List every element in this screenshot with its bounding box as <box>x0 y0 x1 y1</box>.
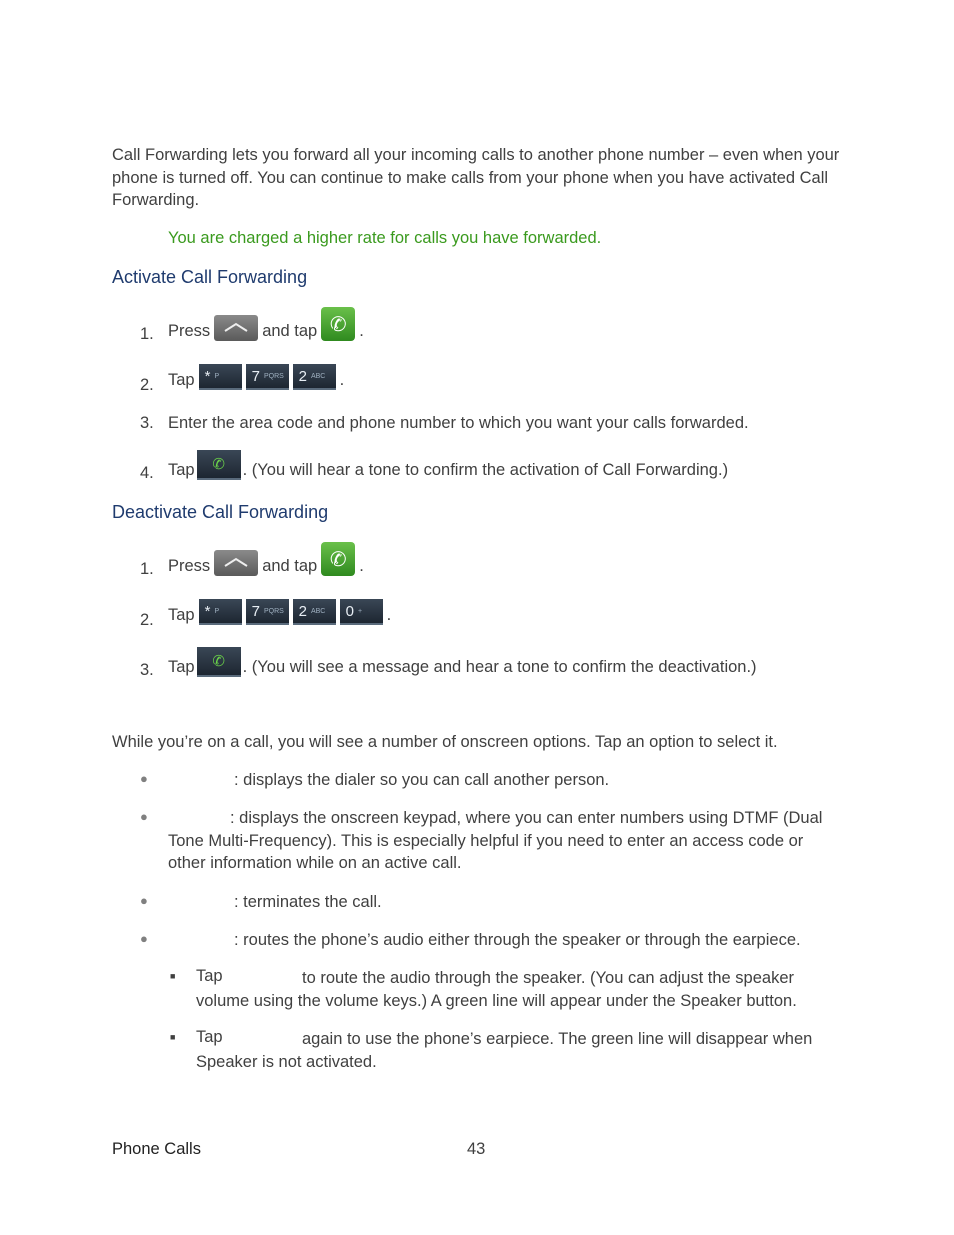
page-number: 43 <box>467 1140 486 1158</box>
cost-note: You are charged a higher rate for calls you have forwarded. <box>168 229 602 247</box>
star-key-icon: * P <box>199 364 242 390</box>
star-key-icon: * P <box>199 599 242 625</box>
phone-app-icon: ✆ <box>321 542 355 576</box>
call-key-icon: ✆ <box>197 647 241 677</box>
seven-key-icon: 7 PQRS <box>246 599 289 625</box>
bullet-icon: ● <box>140 931 148 946</box>
step-number: 2. <box>140 611 154 629</box>
bullet-icon: ● <box>140 809 148 824</box>
home-key-icon <box>214 315 258 341</box>
option-add-call: : displays the dialer so you can call another person. <box>234 771 610 789</box>
activate-step-4: Tap ✆ . (You will hear a tone to confirm the activation of Call Forwarding.) <box>168 450 728 480</box>
square-bullet-icon: ■ <box>170 1032 176 1042</box>
step-number: 2. <box>140 376 154 394</box>
options-intro: While you’re on a call, you will see a number of onscreen options. Tap an option to select it. <box>112 733 778 751</box>
activate-heading: Activate Call Forwarding <box>112 267 308 287</box>
two-key-icon: 2 ABC <box>293 364 336 390</box>
deactivate-heading: Deactivate Call Forwarding <box>112 502 329 522</box>
seven-key-icon: 7 PQRS <box>246 364 289 390</box>
zero-key-icon: 0 + <box>340 599 383 625</box>
intro-paragraph: Call Forwarding lets you forward all your incoming calls to another phone number – even when your phone is turned off. You can continue to make calls from your phone when you have activated Call Forwarding. <box>112 146 840 209</box>
option-end-call: : terminates the call. <box>234 893 382 911</box>
two-key-icon: 2 ABC <box>293 599 336 625</box>
sub1-tap: Tap <box>196 967 223 985</box>
step-number: 1. <box>140 560 154 578</box>
sub2-tap: Tap <box>196 1028 223 1046</box>
step-number: 1. <box>140 325 154 343</box>
deactivate-step-2: Tap * P 7 PQRS 2 ABC 0 + . <box>168 599 391 625</box>
option-speaker: : routes the phone’s audio either through the speaker or through the earpiece. <box>234 931 801 949</box>
option-dialpad: : displays the onscreen keypad, where you can enter numbers using DTMF (Dual Tone Multi-Frequency). This is especially helpful if you need to enter an access code or other information while on an active call. <box>168 809 823 872</box>
phone-app-icon: ✆ <box>321 307 355 341</box>
step-number: 3. <box>140 414 154 432</box>
bullet-icon: ● <box>140 771 148 786</box>
home-key-icon <box>214 550 258 576</box>
call-key-icon: ✆ <box>197 450 241 480</box>
activate-step-3: Enter the area code and phone number to which you want your calls forwarded. <box>168 414 749 432</box>
step-number: 3. <box>140 661 154 679</box>
square-bullet-icon: ■ <box>170 971 176 981</box>
deactivate-step-1: Press and tap ✆ . <box>168 542 364 576</box>
bullet-icon: ● <box>140 893 148 908</box>
footer-section: Phone Calls <box>112 1140 201 1158</box>
step-number: 4. <box>140 464 154 482</box>
deactivate-step-3: Tap ✆ . (You will see a message and hear a tone to confirm the deactivation.) <box>168 647 757 677</box>
sub-bullet-speaker-off: again to use the phone’s earpiece. The green line will disappear when Speaker is not activated. <box>196 1030 813 1071</box>
activate-step-2: Tap * P 7 PQRS 2 ABC . <box>168 364 344 390</box>
activate-step-1: Press and tap ✆ . <box>168 307 364 341</box>
sub-bullet-speaker-on: to route the audio through the speaker. (You can adjust the speaker volume using the volume keys.) A green line will appear under the Speaker button. <box>196 969 797 1010</box>
